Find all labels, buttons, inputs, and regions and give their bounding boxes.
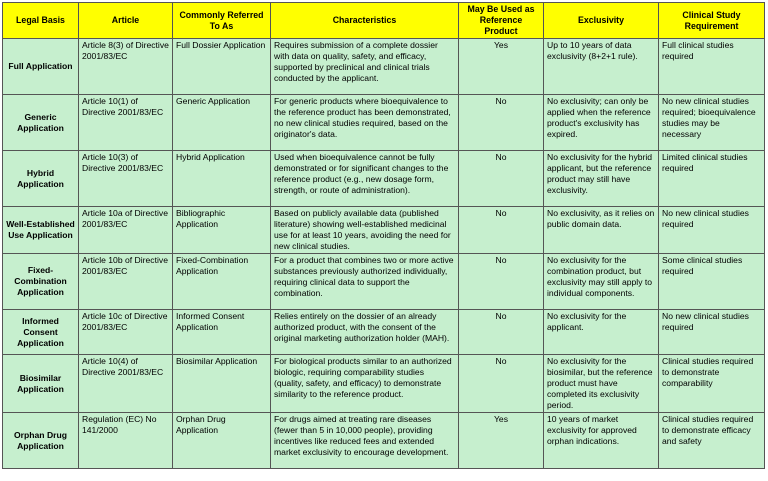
table-row <box>3 95 765 151</box>
cell-reference: Yes <box>459 39 544 95</box>
cell-article: Regulation (EC) No 141/2000 <box>79 413 173 469</box>
cell-characteristics: For generic products where bioequivalence to the reference product has been demonstrated, no new clinical studies required, based on the originator's data. <box>271 95 459 151</box>
table-row <box>3 310 765 355</box>
cell-exclusivity: No exclusivity for the combination product, but exclusivity may still apply to individual components. <box>544 254 659 310</box>
header-exclusivity: Exclusivity <box>544 3 659 39</box>
cell-clinical: Clinical studies required to demonstrate efficacy and safety <box>659 413 765 469</box>
cell-clinical: Some clinical studies required <box>659 254 765 310</box>
cell-reference: No <box>459 254 544 310</box>
cell-article: Article 8(3) of Directive 2001/83/EC <box>79 39 173 95</box>
header-commonly-referred: Commonly Referred To As <box>173 3 271 39</box>
cell-legal-basis: Hybrid Application <box>3 151 79 207</box>
table-row <box>3 413 765 469</box>
cell-reference: Yes <box>459 413 544 469</box>
cell-referred: Biosimilar Application <box>173 355 271 413</box>
cell-legal-basis: Fixed-Combination Application <box>3 254 79 310</box>
cell-reference: No <box>459 207 544 254</box>
cell-clinical: No new clinical studies required <box>659 207 765 254</box>
cell-referred: Fixed-Combination Application <box>173 254 271 310</box>
table-row <box>3 151 765 207</box>
cell-exclusivity: Up to 10 years of data exclusivity (8+2+1 rule). <box>544 39 659 95</box>
header-clinical-study: Clinical Study Requirement <box>659 3 765 39</box>
cell-referred: Informed Consent Application <box>173 310 271 355</box>
legal-basis-table <box>2 2 765 469</box>
cell-referred: Orphan Drug Application <box>173 413 271 469</box>
cell-article: Article 10c of Directive 2001/83/EC <box>79 310 173 355</box>
header-reference-product: May Be Used as Reference Product <box>459 3 544 39</box>
cell-characteristics: For drugs aimed at treating rare diseases (fewer than 5 in 10,000 people), providing incentives like reduced fees and extended market exclusivity to encourage development. <box>271 413 459 469</box>
cell-reference: No <box>459 95 544 151</box>
cell-exclusivity: No exclusivity for the hybrid applicant, but the reference product may still have exclusivity. <box>544 151 659 207</box>
cell-clinical: Limited clinical studies required <box>659 151 765 207</box>
cell-legal-basis: Informed Consent Application <box>3 310 79 355</box>
header-characteristics: Characteristics <box>271 3 459 39</box>
cell-referred: Full Dossier Application <box>173 39 271 95</box>
cell-article: Article 10a of Directive 2001/83/EC <box>79 207 173 254</box>
cell-exclusivity: No exclusivity for the applicant. <box>544 310 659 355</box>
table-row <box>3 207 765 254</box>
cell-clinical: No new clinical studies required <box>659 310 765 355</box>
cell-exclusivity: No exclusivity for the biosimilar, but the reference product must have completed its exclusivity period. <box>544 355 659 413</box>
cell-reference: No <box>459 310 544 355</box>
cell-exclusivity: No exclusivity, as it relies on public domain data. <box>544 207 659 254</box>
cell-legal-basis: Biosimilar Application <box>3 355 79 413</box>
cell-article: Article 10(4) of Directive 2001/83/EC <box>79 355 173 413</box>
cell-reference: No <box>459 151 544 207</box>
cell-referred: Hybrid Application <box>173 151 271 207</box>
cell-article: Article 10(1) of Directive 2001/83/EC <box>79 95 173 151</box>
cell-legal-basis: Well-Established Use Application <box>3 207 79 254</box>
table-row <box>3 355 765 413</box>
cell-legal-basis: Orphan Drug Application <box>3 413 79 469</box>
cell-referred: Generic Application <box>173 95 271 151</box>
cell-legal-basis: Generic Application <box>3 95 79 151</box>
table-row <box>3 39 765 95</box>
cell-reference: No <box>459 355 544 413</box>
cell-clinical: Full clinical studies required <box>659 39 765 95</box>
cell-exclusivity: 10 years of market exclusivity for approved orphan indications. <box>544 413 659 469</box>
header-article: Article <box>79 3 173 39</box>
cell-clinical: Clinical studies required to demonstrate comparability <box>659 355 765 413</box>
cell-characteristics: For a product that combines two or more active substances previously authorized individually, requiring clinical data to support the combination. <box>271 254 459 310</box>
cell-legal-basis: Full Application <box>3 39 79 95</box>
table-row <box>3 254 765 310</box>
cell-article: Article 10b of Directive 2001/83/EC <box>79 254 173 310</box>
cell-clinical: No new clinical studies required; bioequivalence studies may be necessary <box>659 95 765 151</box>
cell-characteristics: For biological products similar to an authorized biologic, requiring comparability studies (quality, safety, and efficacy) to demonstrate similarity to the reference product. <box>271 355 459 413</box>
cell-characteristics: Based on publicly available data (published literature) showing well-established medicinal use for at least 10 years, avoiding the need for new clinical studies. <box>271 207 459 254</box>
cell-exclusivity: No exclusivity; can only be applied when the reference product's exclusivity has expired. <box>544 95 659 151</box>
cell-characteristics: Relies entirely on the dossier of an already authorized product, with the consent of the original marketing authorization holder (MAH). <box>271 310 459 355</box>
cell-characteristics: Requires submission of a complete dossier with data on quality, safety, and efficacy, supported by preclinical and clinical trials conducted by the applicant. <box>271 39 459 95</box>
header-legal-basis: Legal Basis <box>3 3 79 39</box>
cell-article: Article 10(3) of Directive 2001/83/EC <box>79 151 173 207</box>
cell-characteristics: Used when bioequivalence cannot be fully demonstrated or for significant changes to the reference product (e.g., new dosage form, strength, or route of administration). <box>271 151 459 207</box>
header-row <box>3 3 765 39</box>
cell-referred: Bibliographic Application <box>173 207 271 254</box>
